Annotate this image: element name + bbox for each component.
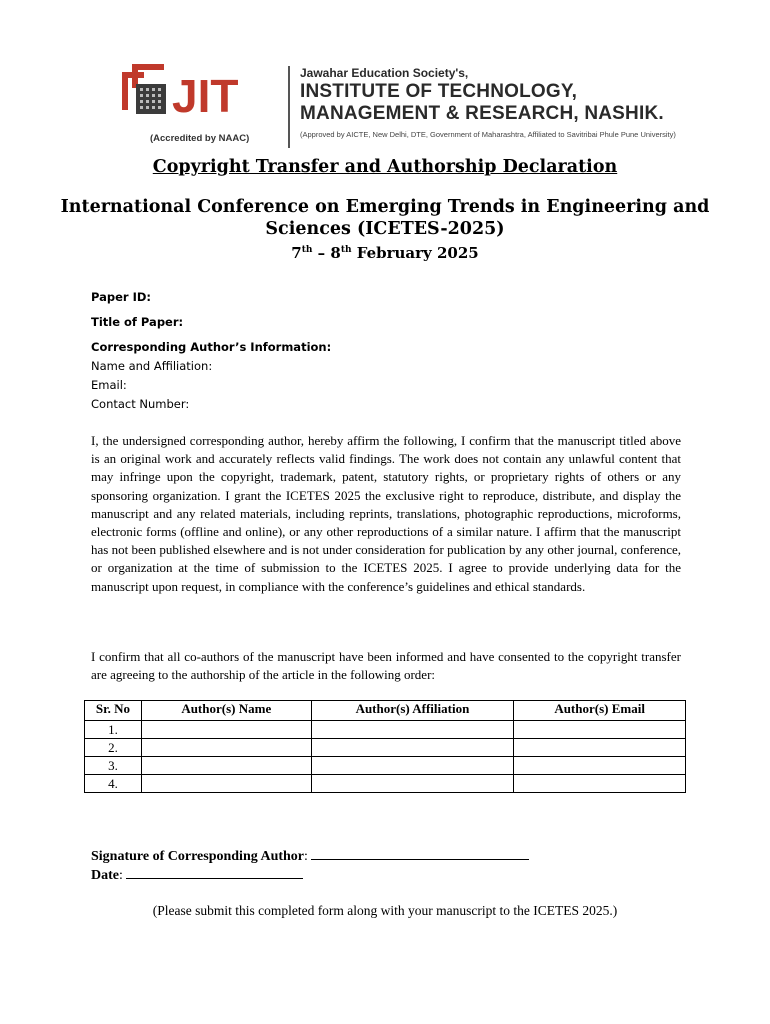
- column-header: Author(s) Affiliation: [311, 701, 514, 721]
- document-title: Copyright Transfer and Authorship Declaration: [152, 157, 618, 177]
- table-row: [85, 739, 686, 757]
- institute-header: [120, 62, 676, 152]
- author-affiliation-cell[interactable]: [311, 739, 514, 757]
- paper-title-label: Title of Paper:: [91, 315, 184, 329]
- conference-dates: 7th – 8th February 2025: [291, 244, 479, 262]
- author-affiliation-cell[interactable]: [311, 775, 514, 793]
- society-name: Jawahar Education Society's,: [300, 66, 469, 80]
- author-name-cell[interactable]: [141, 775, 311, 793]
- svg-text:JIT: JIT: [172, 70, 239, 122]
- signature-label: Signature of Corresponding Author: [91, 849, 305, 864]
- author-name-cell[interactable]: [141, 721, 311, 739]
- table-header-row: [85, 701, 686, 721]
- institute-name-line2: MANAGEMENT & RESEARCH, NASHIK.: [300, 103, 664, 124]
- author-affiliation-cell[interactable]: [311, 721, 514, 739]
- paper-id-label: Paper ID:: [91, 290, 152, 304]
- conference-name: International Conference on Emerging Trends in Engineering and Sciences (ICETES-2025): [60, 197, 710, 239]
- table-row: [85, 721, 686, 739]
- institute-name-block: [300, 66, 676, 139]
- accreditation-text: (Accredited by NAAC): [150, 133, 250, 144]
- jit-logo: [120, 62, 290, 132]
- submission-note: (Please submit this completed form along with your manuscript to the ICETES 2025.): [152, 903, 618, 918]
- author-email-cell[interactable]: [514, 757, 686, 775]
- approval-text: (Approved by AICTE, New Delhi, DTE, Government of Maharashtra, Affiliated to Savitribai Phule Pune University): [300, 130, 676, 139]
- date-label: Date: [91, 868, 119, 883]
- declaration-paragraph: I, the undersigned corresponding author, hereby affirm the following, I confirm that the manuscript titled above is an original work and accurately reflects valid findings. The work does not contain any unlawful content that may infringe upon the copyright, trademark, patent, statutory rights, or proprietary rights of others or any sponsoring organization. I grant the ICETES 2025 the exclusive right to reproduce, distribute, and display the manuscript and any related materials, including reprints, translations, photographic reproductions, microforms, electronic forms (offline and online), or any other reproductions of a similar nature. I affirm that the manuscript has not been published elsewhere and is not under consideration for publication by any other journal, conference, or organization at the time of submission to the ICETES 2025. I agree to provide underlying data for the manuscript upon request, in compliance with the conference’s guidelines and ethical standards.: [91, 433, 681, 594]
- serial-number: 2.: [85, 739, 142, 757]
- info-fields: [91, 288, 331, 414]
- contact-number-label: Contact Number:: [91, 397, 190, 411]
- signature-block: Signature of Corresponding Author: Date:: [91, 847, 529, 885]
- author-name-cell[interactable]: [141, 739, 311, 757]
- corresponding-author-heading: Corresponding Author’s Information:: [91, 340, 332, 354]
- name-affiliation-label: Name and Affiliation:: [91, 359, 213, 373]
- author-email-cell[interactable]: [514, 739, 686, 757]
- signature-line[interactable]: [311, 847, 529, 860]
- authors-table: [84, 700, 686, 793]
- author-email-cell[interactable]: [514, 775, 686, 793]
- table-row: [85, 757, 686, 775]
- serial-number: 4.: [85, 775, 142, 793]
- author-name-cell[interactable]: [141, 757, 311, 775]
- institute-name-line1: INSTITUTE OF TECHNOLOGY,: [300, 81, 578, 102]
- author-email-cell[interactable]: [514, 721, 686, 739]
- serial-number: 1.: [85, 721, 142, 739]
- header-divider: [288, 66, 290, 148]
- email-label: Email:: [91, 378, 127, 392]
- column-header: Author(s) Name: [141, 701, 311, 721]
- column-header: Author(s) Email: [514, 701, 686, 721]
- author-affiliation-cell[interactable]: [311, 757, 514, 775]
- column-header: Sr. No: [85, 701, 142, 721]
- date-line[interactable]: [126, 866, 303, 879]
- serial-number: 3.: [85, 757, 142, 775]
- table-row: [85, 775, 686, 793]
- coauthor-paragraph: I confirm that all co-authors of the manuscript have been informed and have consented to the copyright transfer are agreeing to the authorship of the article in the following order:: [91, 649, 681, 683]
